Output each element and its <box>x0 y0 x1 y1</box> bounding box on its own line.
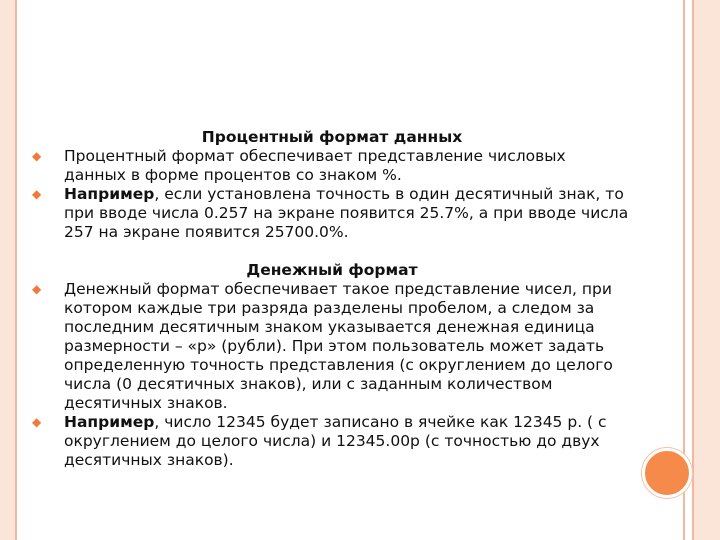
section-heading-percent: Процентный формат данных <box>201 128 463 146</box>
example-label: Например <box>64 413 155 431</box>
bullet-text: , если установлена точность в один десятичный знак, то при вводе числа 0.257 на экране появится 25.7%, а при вводе числа 257 на экране появится 25700.0%. <box>64 185 629 241</box>
slide-content <box>32 128 632 470</box>
left-frame-line <box>15 0 17 540</box>
bullet-text: Денежный формат обеспечивает такое представление чисел, при котором каждые три разряда разделены пробелом, а следом за последним десятичным знаком указывается денежная единица размерности – «р» (рубли). При этом пользователь может задать определенную точность представления (с округлением до целого числа (0 десятичных знаков), или с заданным количеством десятичных знаков. <box>64 280 613 412</box>
left-frame-band <box>0 0 15 540</box>
bullet-text: , число 12345 будет записано в ячейке как 12345 р. ( с округлением до целого числа) и 12345.00р (с точностью до двух десятичных знаков). <box>64 413 607 469</box>
example-label: Например <box>64 185 155 203</box>
bullet-diamond-icon: ◆ <box>32 187 42 201</box>
list-item <box>32 413 632 470</box>
bullet-diamond-icon: ◆ <box>32 282 42 296</box>
list-item <box>32 280 632 413</box>
bullet-diamond-icon: ◆ <box>32 149 42 163</box>
right-frame-fill <box>694 0 720 540</box>
list-item <box>32 147 632 185</box>
orange-circle-icon <box>642 448 692 498</box>
section-heading-currency: Денежный формат <box>246 261 418 279</box>
bullet-diamond-icon: ◆ <box>32 415 42 429</box>
spacer <box>32 242 632 261</box>
list-item <box>32 185 632 242</box>
bullet-text: Процентный формат обеспечивает представление числовых данных в форме процентов со знаком %. <box>64 147 566 184</box>
